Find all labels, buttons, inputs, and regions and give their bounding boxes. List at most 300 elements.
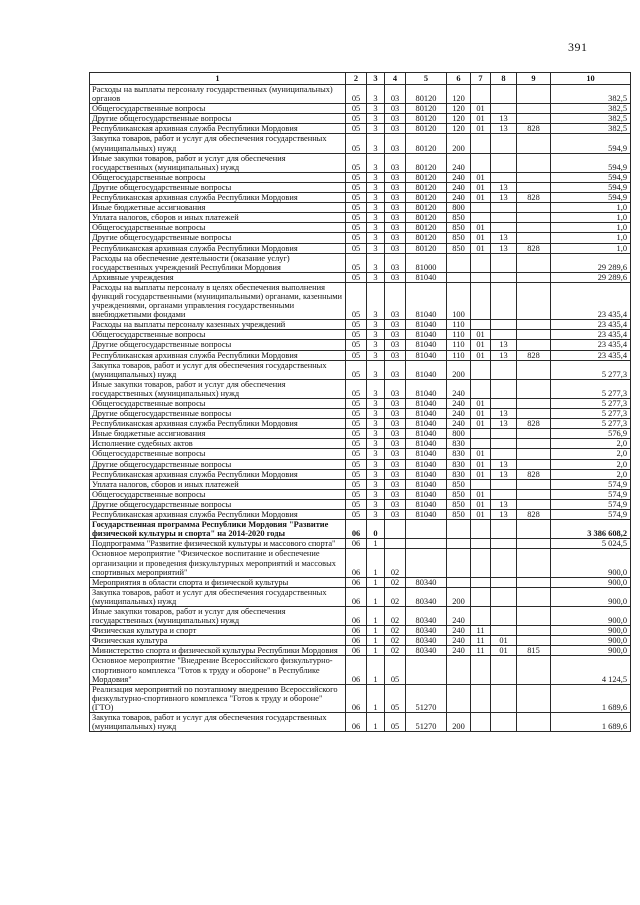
table-row: [90, 282, 631, 319]
code-cell: 02: [385, 587, 406, 606]
code-cell: [517, 479, 551, 489]
code-cell: [517, 459, 551, 469]
amount-cell: 900,0: [551, 636, 631, 646]
code-cell: 03: [385, 320, 406, 330]
code-cell: 11: [471, 636, 491, 646]
code-cell: 3: [367, 419, 385, 429]
code-cell: 240: [447, 646, 471, 656]
table-row: [90, 479, 631, 489]
code-cell: [517, 104, 551, 114]
amount-cell: 574,9: [551, 489, 631, 499]
code-cell: 03: [385, 203, 406, 213]
code-cell: 80120: [406, 85, 447, 104]
code-cell: 06: [346, 606, 367, 625]
code-cell: [491, 449, 517, 459]
row-name-cell: Архивные учреждения: [90, 272, 346, 282]
code-cell: 05: [346, 193, 367, 203]
code-cell: 05: [346, 350, 367, 360]
code-cell: 240: [447, 606, 471, 625]
budget-table: [89, 72, 631, 732]
table-row: [90, 469, 631, 479]
code-cell: 06: [346, 626, 367, 636]
code-cell: [491, 282, 517, 319]
code-cell: [471, 282, 491, 319]
code-cell: 200: [447, 360, 471, 379]
row-name-cell: Республиканская архивная служба Республики Мордовия: [90, 350, 346, 360]
row-name-cell: Общегосударственные вопросы: [90, 399, 346, 409]
code-cell: 3: [367, 340, 385, 350]
code-cell: [471, 85, 491, 104]
table-row: [90, 489, 631, 499]
code-cell: 110: [447, 330, 471, 340]
table-row: [90, 626, 631, 636]
table-row: [90, 449, 631, 459]
column-header: 6: [447, 73, 471, 85]
code-cell: 200: [447, 134, 471, 153]
code-cell: 200: [447, 587, 471, 606]
code-cell: [447, 549, 471, 577]
code-cell: [471, 134, 491, 153]
code-cell: 05: [346, 340, 367, 350]
code-cell: 80120: [406, 223, 447, 233]
table-row: [90, 203, 631, 213]
column-header: 8: [491, 73, 517, 85]
table-row: [90, 243, 631, 253]
code-cell: 03: [385, 223, 406, 233]
code-cell: 01: [471, 340, 491, 350]
table-header-row: [90, 73, 631, 85]
table-row: [90, 419, 631, 429]
code-cell: 05: [346, 282, 367, 319]
code-cell: 110: [447, 350, 471, 360]
table-row: [90, 539, 631, 549]
code-cell: 3: [367, 320, 385, 330]
code-cell: 828: [517, 510, 551, 520]
code-cell: 850: [447, 499, 471, 509]
code-cell: [491, 330, 517, 340]
code-cell: 80120: [406, 134, 447, 153]
table-row: [90, 520, 631, 539]
code-cell: [517, 282, 551, 319]
code-cell: [385, 539, 406, 549]
amount-cell: 1,0: [551, 213, 631, 223]
code-cell: 828: [517, 469, 551, 479]
code-cell: 120: [447, 104, 471, 114]
code-cell: 830: [447, 439, 471, 449]
code-cell: 06: [346, 684, 367, 712]
code-cell: [471, 549, 491, 577]
code-cell: 81040: [406, 340, 447, 350]
code-cell: 3: [367, 223, 385, 233]
code-cell: 240: [447, 379, 471, 398]
table-row: [90, 379, 631, 398]
code-cell: 06: [346, 539, 367, 549]
code-cell: 240: [447, 399, 471, 409]
table-row: [90, 104, 631, 114]
table-row: [90, 429, 631, 439]
code-cell: 81040: [406, 459, 447, 469]
column-header: 10: [551, 73, 631, 85]
table-row: [90, 399, 631, 409]
code-cell: [517, 85, 551, 104]
code-cell: [517, 626, 551, 636]
column-header: 4: [385, 73, 406, 85]
amount-cell: 23 435,4: [551, 340, 631, 350]
code-cell: 828: [517, 124, 551, 134]
code-cell: [447, 577, 471, 587]
row-name-cell: Исполнение судебных актов: [90, 439, 346, 449]
code-cell: 120: [447, 85, 471, 104]
code-cell: 13: [491, 243, 517, 253]
code-cell: 3: [367, 459, 385, 469]
code-cell: 830: [447, 449, 471, 459]
code-cell: 03: [385, 253, 406, 272]
table-row: [90, 213, 631, 223]
code-cell: 3: [367, 489, 385, 499]
table-row: [90, 153, 631, 172]
column-header: 9: [517, 73, 551, 85]
code-cell: 3: [367, 213, 385, 223]
code-cell: 03: [385, 399, 406, 409]
code-cell: 05: [346, 104, 367, 114]
code-cell: [471, 539, 491, 549]
code-cell: 03: [385, 379, 406, 398]
code-cell: [471, 577, 491, 587]
code-cell: 80120: [406, 124, 447, 134]
code-cell: 01: [471, 419, 491, 429]
table-row: [90, 587, 631, 606]
code-cell: 3: [367, 203, 385, 213]
code-cell: [491, 429, 517, 439]
code-cell: [517, 172, 551, 182]
code-cell: 850: [447, 233, 471, 243]
code-cell: 05: [346, 479, 367, 489]
code-cell: 13: [491, 124, 517, 134]
amount-cell: 29 289,6: [551, 272, 631, 282]
code-cell: 01: [471, 104, 491, 114]
code-cell: 05: [346, 124, 367, 134]
row-name-cell: Другие общегосударственные вопросы: [90, 233, 346, 243]
code-cell: 3: [367, 282, 385, 319]
code-cell: 03: [385, 350, 406, 360]
code-cell: [491, 656, 517, 684]
code-cell: [471, 587, 491, 606]
code-cell: 800: [447, 203, 471, 213]
table-row: [90, 499, 631, 509]
code-cell: 80120: [406, 213, 447, 223]
code-cell: 03: [385, 499, 406, 509]
code-cell: 05: [346, 499, 367, 509]
table-row: [90, 713, 631, 732]
code-cell: 03: [385, 172, 406, 182]
column-header: 2: [346, 73, 367, 85]
code-cell: [447, 656, 471, 684]
code-cell: 02: [385, 626, 406, 636]
code-cell: 80120: [406, 104, 447, 114]
code-cell: [491, 399, 517, 409]
code-cell: [491, 479, 517, 489]
row-name-cell: Основное мероприятие "Физическое воспитание и обеспечение организации и проведения физкультурных мероприятий и массовых спортивных мероприятий": [90, 549, 346, 577]
code-cell: 03: [385, 510, 406, 520]
code-cell: 01: [491, 636, 517, 646]
code-cell: 830: [447, 459, 471, 469]
code-cell: 03: [385, 439, 406, 449]
code-cell: [491, 379, 517, 398]
code-cell: 13: [491, 499, 517, 509]
code-cell: [517, 114, 551, 124]
row-name-cell: Другие общегосударственные вопросы: [90, 182, 346, 192]
amount-cell: 23 435,4: [551, 282, 631, 319]
code-cell: 80120: [406, 182, 447, 192]
code-cell: 1: [367, 539, 385, 549]
code-cell: 05: [346, 330, 367, 340]
code-cell: 3: [367, 429, 385, 439]
code-cell: 13: [491, 510, 517, 520]
code-cell: 13: [491, 350, 517, 360]
code-cell: [471, 320, 491, 330]
table-row: [90, 233, 631, 243]
code-cell: [447, 520, 471, 539]
amount-cell: 900,0: [551, 577, 631, 587]
code-cell: [406, 539, 447, 549]
code-cell: 81040: [406, 409, 447, 419]
code-cell: 1: [367, 646, 385, 656]
row-name-cell: Министерство спорта и физической культуры Республики Мордовия: [90, 646, 346, 656]
code-cell: 01: [471, 243, 491, 253]
amount-cell: 5 277,3: [551, 360, 631, 379]
code-cell: 3: [367, 172, 385, 182]
code-cell: [471, 684, 491, 712]
row-name-cell: Расходы на выплаты персоналу государственных (муниципальных) органов: [90, 85, 346, 104]
code-cell: 3: [367, 379, 385, 398]
code-cell: 240: [447, 182, 471, 192]
code-cell: [517, 549, 551, 577]
code-cell: 01: [471, 499, 491, 509]
code-cell: 81040: [406, 429, 447, 439]
code-cell: [491, 203, 517, 213]
amount-cell: 382,5: [551, 124, 631, 134]
row-name-cell: Расходы на выплаты персоналу казенных учреждений: [90, 320, 346, 330]
code-cell: 1: [367, 549, 385, 577]
code-cell: 80340: [406, 606, 447, 625]
code-cell: 03: [385, 134, 406, 153]
code-cell: 01: [471, 223, 491, 233]
code-cell: 05: [346, 379, 367, 398]
amount-cell: 5 277,3: [551, 379, 631, 398]
code-cell: 3: [367, 499, 385, 509]
code-cell: [517, 223, 551, 233]
code-cell: 02: [385, 646, 406, 656]
code-cell: 01: [471, 399, 491, 409]
code-cell: 1: [367, 656, 385, 684]
code-cell: [471, 253, 491, 272]
code-cell: 81040: [406, 449, 447, 459]
code-cell: [491, 134, 517, 153]
code-cell: 3: [367, 134, 385, 153]
code-cell: [491, 439, 517, 449]
column-header: 5: [406, 73, 447, 85]
code-cell: 81040: [406, 469, 447, 479]
row-name-cell: Уплата налогов, сборов и иных платежей: [90, 213, 346, 223]
code-cell: 01: [471, 409, 491, 419]
amount-cell: 594,9: [551, 172, 631, 182]
code-cell: 05: [346, 449, 367, 459]
code-cell: 03: [385, 340, 406, 350]
code-cell: 830: [447, 469, 471, 479]
code-cell: [517, 713, 551, 732]
code-cell: 05: [385, 684, 406, 712]
code-cell: 03: [385, 360, 406, 379]
code-cell: 13: [491, 340, 517, 350]
code-cell: 01: [471, 193, 491, 203]
table-row: [90, 636, 631, 646]
code-cell: 80120: [406, 233, 447, 243]
code-cell: 06: [346, 587, 367, 606]
code-cell: 240: [447, 626, 471, 636]
row-name-cell: Республиканская архивная служба Республики Мордовия: [90, 419, 346, 429]
code-cell: [471, 153, 491, 172]
amount-cell: 2,0: [551, 439, 631, 449]
table-row: [90, 172, 631, 182]
code-cell: [517, 656, 551, 684]
table-row: [90, 360, 631, 379]
code-cell: 05: [346, 419, 367, 429]
code-cell: [517, 539, 551, 549]
code-cell: 13: [491, 182, 517, 192]
table-row: [90, 577, 631, 587]
code-cell: 05: [346, 203, 367, 213]
code-cell: 0: [367, 520, 385, 539]
amount-cell: 574,9: [551, 479, 631, 489]
code-cell: 05: [346, 134, 367, 153]
table-row: [90, 350, 631, 360]
code-cell: [385, 520, 406, 539]
row-name-cell: Общегосударственные вопросы: [90, 489, 346, 499]
row-name-cell: Другие общегосударственные вопросы: [90, 409, 346, 419]
code-cell: [471, 429, 491, 439]
code-cell: 06: [346, 636, 367, 646]
amount-cell: 23 435,4: [551, 350, 631, 360]
table-row: [90, 134, 631, 153]
code-cell: [471, 203, 491, 213]
amount-cell: 382,5: [551, 114, 631, 124]
amount-cell: 5 277,3: [551, 409, 631, 419]
row-name-cell: Физическая культура: [90, 636, 346, 646]
code-cell: 01: [471, 459, 491, 469]
code-cell: 51270: [406, 713, 447, 732]
code-cell: 13: [491, 419, 517, 429]
code-cell: 3: [367, 85, 385, 104]
code-cell: 01: [471, 489, 491, 499]
code-cell: [491, 489, 517, 499]
code-cell: 06: [346, 646, 367, 656]
code-cell: 828: [517, 193, 551, 203]
code-cell: 3: [367, 124, 385, 134]
row-name-cell: Общегосударственные вопросы: [90, 223, 346, 233]
code-cell: 1: [367, 587, 385, 606]
amount-cell: 900,0: [551, 646, 631, 656]
code-cell: [491, 85, 517, 104]
code-cell: 03: [385, 272, 406, 282]
code-cell: 800: [447, 429, 471, 439]
code-cell: 81000: [406, 253, 447, 272]
amount-cell: 900,0: [551, 549, 631, 577]
code-cell: 01: [471, 182, 491, 192]
code-cell: 80120: [406, 243, 447, 253]
code-cell: [406, 549, 447, 577]
code-cell: [491, 272, 517, 282]
code-cell: 1: [367, 577, 385, 587]
code-cell: [491, 539, 517, 549]
code-cell: 1: [367, 606, 385, 625]
code-cell: 05: [346, 172, 367, 182]
table-row: [90, 330, 631, 340]
code-cell: 05: [346, 409, 367, 419]
code-cell: 3: [367, 479, 385, 489]
code-cell: [517, 449, 551, 459]
code-cell: [447, 539, 471, 549]
code-cell: 03: [385, 409, 406, 419]
row-name-cell: Республиканская архивная служба Республики Мордовия: [90, 469, 346, 479]
code-cell: 13: [491, 459, 517, 469]
code-cell: 03: [385, 124, 406, 134]
amount-cell: 4 124,5: [551, 656, 631, 684]
code-cell: 01: [471, 350, 491, 360]
code-cell: 13: [491, 409, 517, 419]
code-cell: [447, 684, 471, 712]
code-cell: 81040: [406, 272, 447, 282]
row-name-cell: Общегосударственные вопросы: [90, 330, 346, 340]
code-cell: [471, 439, 491, 449]
row-name-cell: Республиканская архивная служба Республики Мордовия: [90, 510, 346, 520]
row-name-cell: Общегосударственные вопросы: [90, 104, 346, 114]
code-cell: [517, 320, 551, 330]
code-cell: 05: [346, 233, 367, 243]
code-cell: [491, 223, 517, 233]
table-row: [90, 124, 631, 134]
code-cell: 3: [367, 233, 385, 243]
code-cell: 1: [367, 626, 385, 636]
amount-cell: 1,0: [551, 203, 631, 213]
code-cell: 06: [346, 577, 367, 587]
code-cell: [517, 429, 551, 439]
amount-cell: 1,0: [551, 243, 631, 253]
code-cell: 06: [346, 656, 367, 684]
code-cell: 81040: [406, 419, 447, 429]
code-cell: 80340: [406, 636, 447, 646]
amount-cell: 594,9: [551, 182, 631, 192]
code-cell: 03: [385, 449, 406, 459]
code-cell: 3: [367, 114, 385, 124]
code-cell: [517, 213, 551, 223]
code-cell: [517, 636, 551, 646]
table-row: [90, 409, 631, 419]
row-name-cell: Республиканская архивная служба Республики Мордовия: [90, 124, 346, 134]
code-cell: [406, 520, 447, 539]
column-header: 3: [367, 73, 385, 85]
code-cell: [471, 479, 491, 489]
code-cell: 05: [346, 360, 367, 379]
code-cell: 1: [367, 713, 385, 732]
amount-cell: 2,0: [551, 449, 631, 459]
code-cell: 828: [517, 243, 551, 253]
code-cell: 828: [517, 350, 551, 360]
code-cell: 81040: [406, 320, 447, 330]
code-cell: 13: [491, 193, 517, 203]
code-cell: 01: [471, 449, 491, 459]
code-cell: 05: [346, 399, 367, 409]
table-row: [90, 193, 631, 203]
